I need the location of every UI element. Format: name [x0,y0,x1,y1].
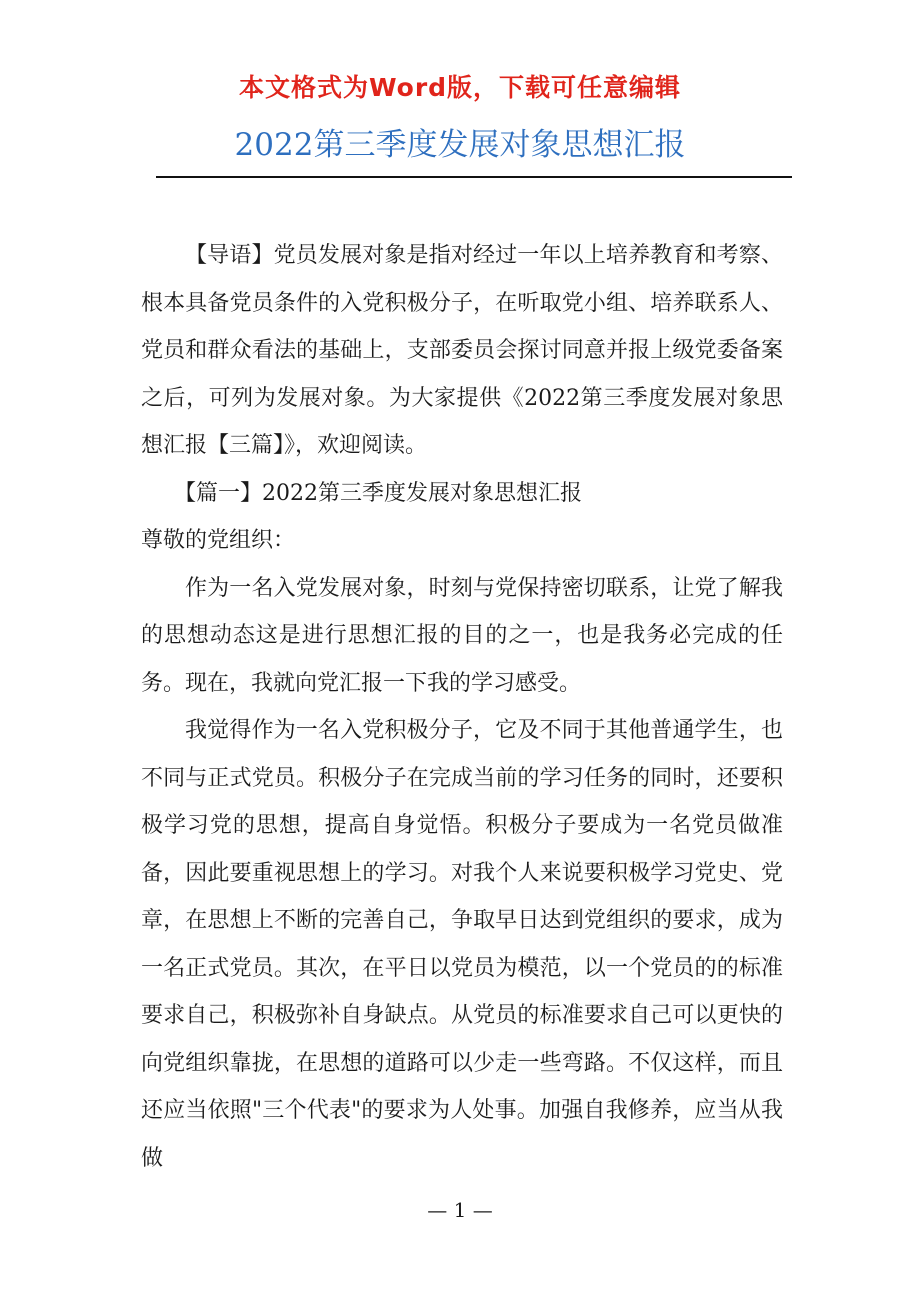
body-paragraph: 我觉得作为一名入党积极分子，它及不同于其他普通学生，也不同与正式党员。积极分子在完成当前的学习任务的同时，还要积极学习党的思想，提高自身觉悟。积极分子要成为一名党员做准备，因此要重视思想上的学习。对我个人来说要积极学习党史、党章，在思想上不断的完善自己，争取早日达到党组织的要求，成为一名正式党员。其次，在平日以党员为模范，以一个党员的的标准要求自己，积极弥补自身缺点。从党员的标准要求自己可以更快的向党组织靠拢，在思想的道路可以少走一些弯路。不仅这样，而且还应当依照"三个代表"的要求为人处事。加强自我修养，应当从我做 [141,718,783,1171]
page-number: — 1 — [427,1198,493,1222]
section-heading: 【篇一】2022第三季度发展对象思想汇报 [174,480,582,506]
salutation: 尊敬的党组织： [141,528,296,553]
title-divider [156,176,792,178]
format-notice: 本文格式为Word版，下载可任意编辑 [238,73,682,102]
body-paragraph: 作为一名入党发展对象，时刻与党保持密切联系，让党了解我的思想动态这是进行思想汇报的目的之一，也是我务必完成的任务。现在，我就向党汇报一下我的学习感受。 [141,575,783,696]
intro-paragraph: 【导语】党员发展对象是指对经过一年以上培养教育和考察、根本具备党员条件的入党积极分子，在听取党小组、培养联系人、党员和群众看法的基础上，支部委员会探讨同意并报上级党委备案之后，可列为发展对象。为大家提供《2022第三季度发展对象思想汇报【三篇】》，欢迎阅读。 [141,243,783,458]
document-body [141,232,783,1182]
document-title: 2022第三季度发展对象思想汇报 [234,127,686,163]
